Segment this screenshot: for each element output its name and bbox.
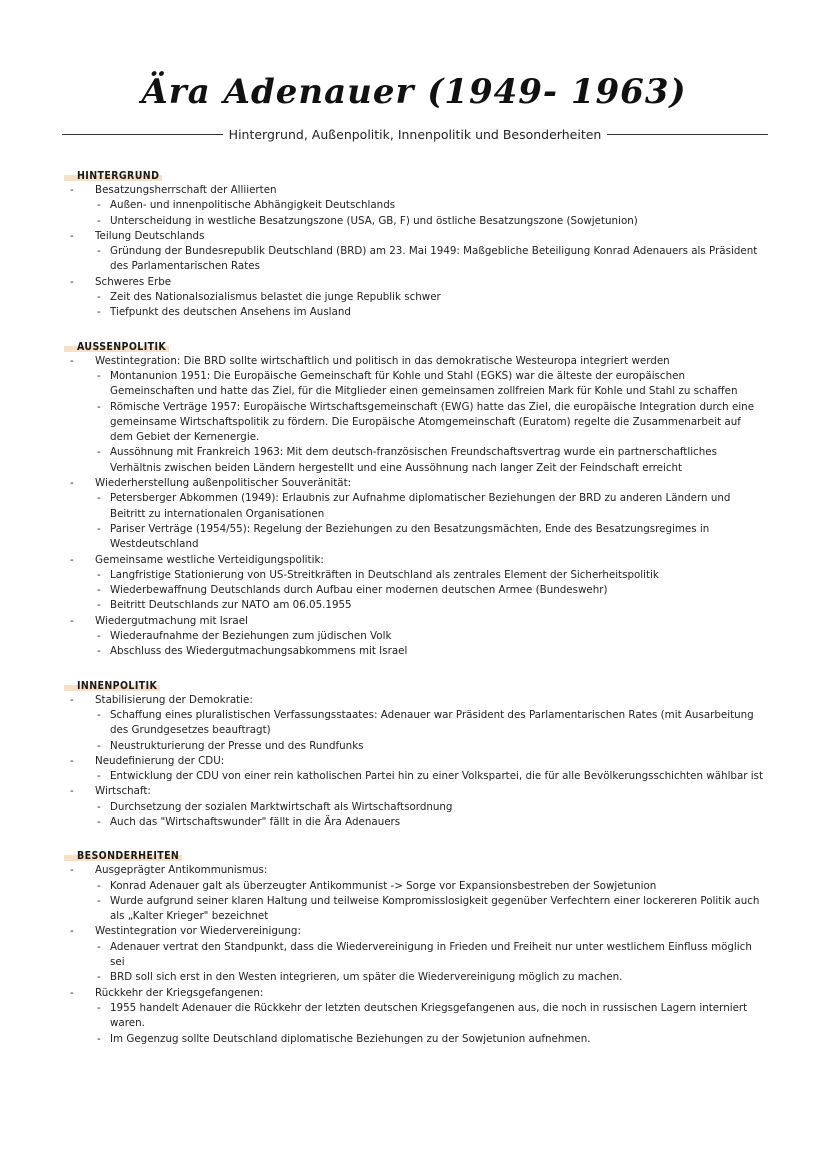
sub-list-item: - Im Gegenzug sollte Deutschland diplomatische Beziehungen zu der Sowjetunion aufnehmen. <box>64 1032 764 1047</box>
sub-list-item: - Schaffung eines pluralistischen Verfassungsstaates: Adenauer war Präsident des Parlamentarischen Rates (mit Ausarbeitung des Grundgesetzes beauftragt) <box>64 708 764 739</box>
sub-list-item: - Pariser Verträge (1954/55): Regelung der Beziehungen zu den Besatzungsmächten, Ende des Besatzungsregimes in Westdeutschland <box>64 522 764 553</box>
section-aussenpolitik <box>64 335 764 660</box>
section-besonderheiten <box>64 844 764 1047</box>
section-heading: AUSSENPOLITIK <box>64 341 169 353</box>
list-item-text: Besatzungsherrschaft der Alliierten <box>95 184 277 196</box>
sub-list-item: - Neustrukturierung der Presse und des Rundfunks <box>64 739 764 754</box>
section-hintergrund <box>64 164 764 321</box>
list-item-text: Westintegration vor Wiedervereinigung: <box>95 925 301 938</box>
list-item-text: Schweres Erbe <box>95 275 172 288</box>
sub-bullet-list <box>64 244 764 275</box>
sub-list-item: - Konrad Adenauer galt als überzeugter Antikommunist -> Sorge vor Expansionsbestreben der Sowjetunion <box>64 879 764 894</box>
bullet-list <box>64 693 764 831</box>
bullet-list <box>64 183 764 321</box>
list-item-text: Teilung Deutschlands <box>95 229 205 242</box>
sub-bullet-list <box>64 708 764 754</box>
list-item <box>64 924 764 939</box>
sub-bullet-list <box>64 629 764 660</box>
list-item <box>64 754 764 769</box>
document-body <box>64 164 764 1061</box>
list-item <box>64 275 764 290</box>
sub-list-item: - Entwicklung der CDU von einer rein katholischen Partei hin zu einer Volkspartei, die für alle Bevölkerungsschichten wählbar ist <box>64 769 764 784</box>
sub-list-item: - Aussöhnung mit Frankreich 1963: Mit dem deutsch-französischen Freundschaftsvertrag wurde ein partnerschaftliches Verhältnis zwischen beiden Ländern hergestellt und eine Aussöhnung nach langer Zeit der Feindschaft erreicht <box>64 445 764 476</box>
list-item <box>64 693 764 708</box>
sub-list-item: - Montanunion 1951: Die Europäische Gemeinschaft für Kohle und Stahl (EGKS) war die älteste der europäischen Gemeinschaften und hatte das Ziel, für die Mitglieder einen gemeinsamen zollfreien Mark für Kohle und Stahl zu schaffen <box>64 369 764 400</box>
page-subtitle: Hintergrund, Außenpolitik, Innenpolitik und Besonderheiten <box>228 126 602 142</box>
sub-list-item: - Beitritt Deutschlands zur NATO am 06.05.1955 <box>64 598 764 613</box>
sub-list-item: - Römische Verträge 1957: Europäische Wirtschaftsgemeinschaft (EWG) hatte das Ziel, die europäische Integration durch eine gemeinsame Wirtschaftspolitik zu fördern. Die Europäische Atomgemeinschaft (Euratom) regelte die Zusammenarbeit auf dem Gebiet der Kernenergie. <box>64 400 764 446</box>
sub-list-item: - Petersberger Abkommen (1949): Erlaubnis zur Aufnahme diplomatischer Beziehungen der BRD zu anderen Ländern und Beitritt zu internationalen Organisationen <box>64 491 764 522</box>
subtitle-rule-left <box>62 134 223 135</box>
list-item-text: Wirtschaft: <box>95 785 151 798</box>
list-item <box>64 553 764 568</box>
list-item <box>64 614 764 629</box>
list-item-text: Rückkehr der Kriegsgefangenen: <box>95 986 264 999</box>
list-item <box>64 784 764 799</box>
sub-bullet-list <box>64 568 764 614</box>
list-item-text: Stabilisierung der Demokratie: <box>95 693 253 706</box>
subtitle-rule-right <box>607 134 768 135</box>
sub-bullet-list <box>64 290 764 321</box>
list-item-text: Wiedergutmachung mit Israel <box>95 614 248 627</box>
list-item <box>64 229 764 244</box>
bullet-list <box>64 354 764 660</box>
subtitle-row <box>62 124 768 144</box>
sub-list-item: - Adenauer vertrat den Standpunkt, dass die Wiedervereinigung in Frieden und Freiheit nur unter westlichem Einfluss möglich sei <box>64 940 764 971</box>
sub-list-item: - Tiefpunkt des deutschen Ansehens im Ausland <box>64 305 764 320</box>
sub-list-item: - 1955 handelt Adenauer die Rückkehr der letzten deutschen Kriegsgefangenen aus, die noch in russischen Lagern interniert waren. <box>64 1001 764 1032</box>
list-item <box>64 476 764 491</box>
list-item <box>64 986 764 1001</box>
sub-list-item: - Auch das "Wirtschaftswunder" fällt in die Ära Adenauers <box>64 815 764 830</box>
sub-list-item: - Wiederaufnahme der Beziehungen zum jüdischen Volk <box>64 629 764 644</box>
list-item-text: Westintegration: Die BRD sollte wirtschaftlich und politisch in das demokratische Westeuropa integriert werden <box>95 354 670 367</box>
sub-list-item: - Außen- und innenpolitische Abhängigkeit Deutschlands <box>64 198 764 213</box>
list-item-text: Wiederherstellung außenpolitischer Souveränität: <box>95 477 352 490</box>
sub-bullet-list <box>64 879 764 925</box>
section-innenpolitik <box>64 674 764 831</box>
sub-bullet-list <box>64 769 764 784</box>
sub-bullet-list <box>64 940 764 986</box>
sub-bullet-list <box>64 369 764 476</box>
sub-list-item: - BRD soll sich erst in den Westen integrieren, um später die Wiedervereinigung möglich zu machen. <box>64 970 764 985</box>
sub-bullet-list <box>64 198 764 229</box>
sub-bullet-list <box>64 800 764 831</box>
sub-bullet-list <box>64 491 764 552</box>
list-item-text: Gemeinsame westliche Verteidigungspolitik: <box>95 553 324 566</box>
sub-list-item: - Zeit des Nationalsozialismus belastet die junge Republik schwer <box>64 290 764 305</box>
sub-list-item: - Gründung der Bundesrepublik Deutschland (BRD) am 23. Mai 1949: Maßgebliche Beteiligung Konrad Adenauers als Präsident des Parlamentarischen Rates <box>64 244 764 275</box>
list-item <box>64 863 764 878</box>
bullet-list <box>64 863 764 1047</box>
sub-list-item: - Durchsetzung der sozialen Marktwirtschaft als Wirtschaftsordnung <box>64 800 764 815</box>
section-heading: HINTERGRUND <box>64 170 162 182</box>
sub-list-item: - Unterscheidung in westliche Besatzungszone (USA, GB, F) und östliche Besatzungszone (Sowjetunion) <box>64 214 764 229</box>
list-item <box>64 183 764 198</box>
section-heading: INNENPOLITIK <box>64 680 160 692</box>
sub-bullet-list <box>64 1001 764 1047</box>
sub-list-item: - Wurde aufgrund seiner klaren Haltung und teilweise Kompromisslosigkeit gegenüber Verfechtern einer lockereren Politik auch als „Kalter Krieger" bezeichnet <box>64 894 764 925</box>
section-heading: BESONDERHEITEN <box>64 850 182 862</box>
list-item-text: Ausgeprägter Antikommunismus: <box>95 864 268 877</box>
page-title: Ära Adenauer (1949- 1963) <box>141 72 687 112</box>
list-item-text: Neudefinierung der CDU: <box>95 754 225 767</box>
sub-list-item: - Langfristige Stationierung von US-Streitkräften in Deutschland als zentrales Element der Sicherheitspolitik <box>64 568 764 583</box>
sub-list-item: - Wiederbewaffnung Deutschlands durch Aufbau einer modernen deutschen Armee (Bundeswehr) <box>64 583 764 598</box>
list-item <box>64 354 764 369</box>
sub-list-item: - Abschluss des Wiedergutmachungsabkommens mit Israel <box>64 644 764 659</box>
